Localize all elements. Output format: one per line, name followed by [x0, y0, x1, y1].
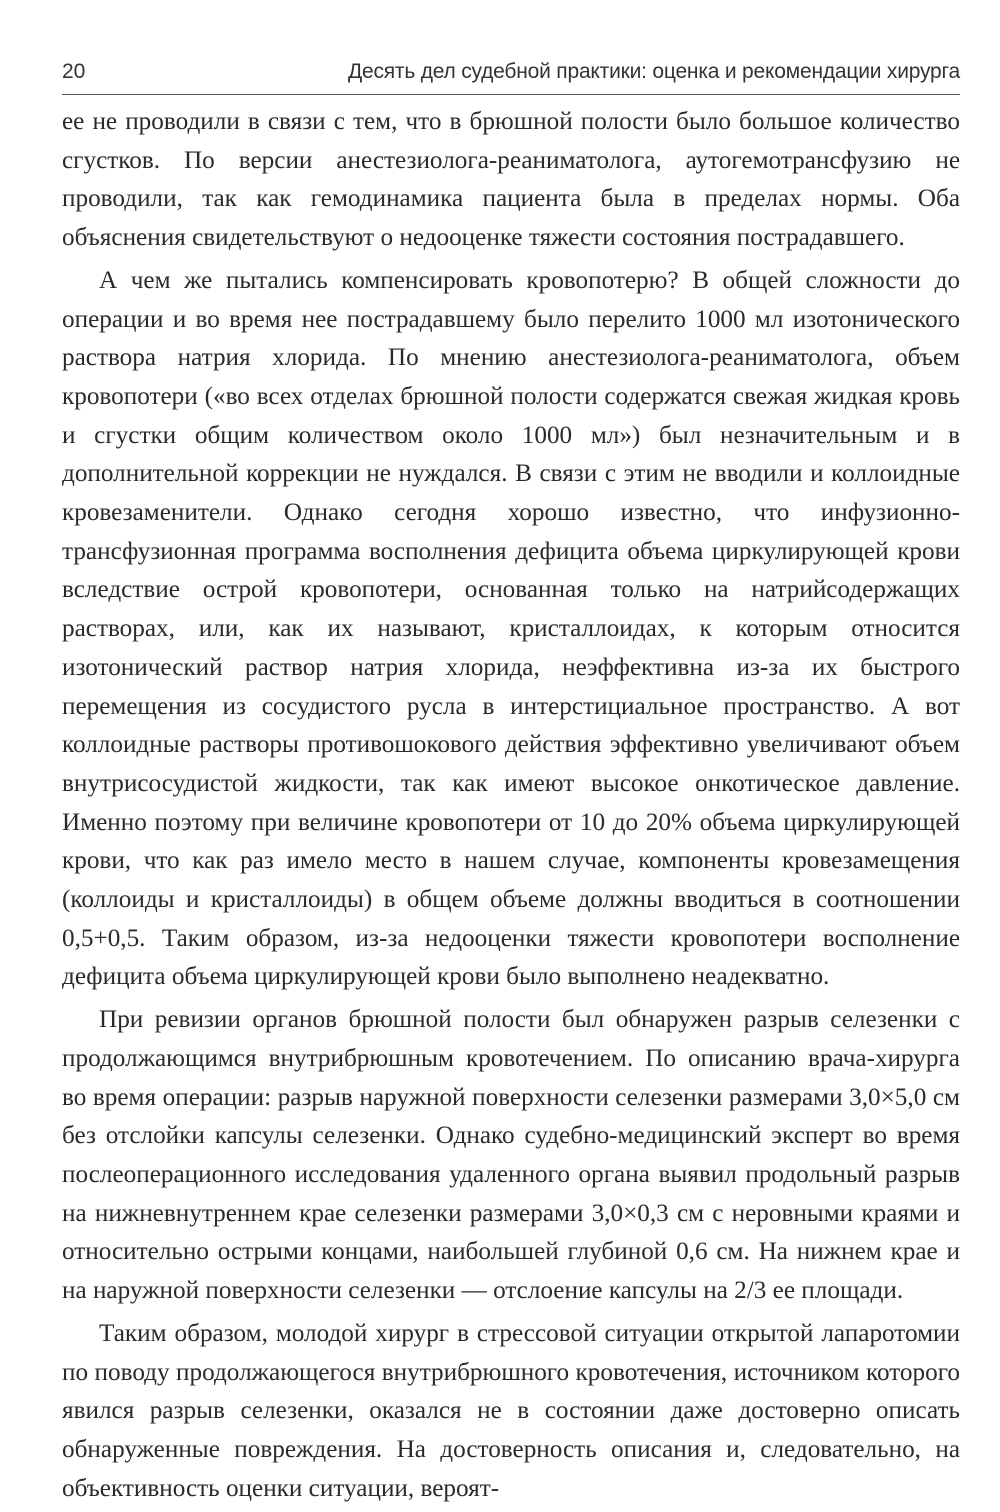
page-number: 20 — [62, 60, 86, 83]
paragraph-1: ее не проводили в связи с тем, что в брюшной полости было большое количество сгустков. По версии анестезиолога-реаниматолога, аутогемотрансфузию не проводили, так как гемодинамика пациента была в пределах нормы. Оба объяснения свидетельствуют о недооценке тяжести состояния пострадавшего. — [62, 108, 960, 252]
page-header — [62, 54, 960, 95]
body-text — [62, 103, 960, 1512]
paragraph-2: А чем же пытались компенсировать кровопотерю? В общей сложности до операции и во время нее пострадавшему было перелито 1000 мл изотонического раствора натрия хлорида. По мнению анестезиолога-реаниматолога, объем кровопотери («во всех отделах брюшной полости содержатся свежая жидкая кровь и сгустки общим количеством около 1000 мл») был незначительным и в дополнительной коррекции не нуждался. В связи с этим не вводили и коллоидные кровезаменители. Однако сегодня хорошо известно, что инфузионно-трансфузионная программа восполнения дефицита объема циркулирующей крови вследствие острой кровопотери, основанная только на натрийсодержащих растворах, или, как их называют, кристаллоидах, к которым относится изотонический раствор натрия хлорида, неэффективна из-за их быстрого перемещения из сосудистого русла в интерстициальное пространство. А вот коллоидные растворы противошокового действия эффективно увеличивают объем внутрисосудистой жидкости, так как имеют высокое онкотическое давление. Именно поэтому при величине кровопотери от 10 до 20% объема циркулирующей крови, что как раз имело место в нашем случае, компоненты кровезамещения (коллоиды и кристаллоиды) в общем объеме должны вводиться в соотношении 0,5+0,5. Таким образом, из-за недооценки тяжести кровопотери восполнение дефицита объема циркулирующей крови было выполнено неадекватно. — [62, 266, 960, 991]
paragraph-4: Таким образом, молодой хирург в стрессовой ситуации открытой лапаротомии по поводу продолжающегося внутрибрюшного кровотечения, источником которого явился разрыв селезенки, оказался не в состоянии даже достоверно описать обнаруженные повреждения. На достоверность описания и, следовательно, на объективность оценки ситуации, вероят- — [62, 1319, 960, 1502]
running-title: Десять дел судебной практики: оценка и рекомендации хирурга — [347, 60, 960, 83]
paragraph-3: При ревизии органов брюшной полости был обнаружен разрыв селезенки с продолжающимся внутрибрюшным кровотечением. По описанию врача-хирурга во время операции: разрыв наружной поверхности селезенки размерами 3,0×5,0 см без отслойки капсулы селезенки. Однако судебно-медицинский эксперт во время послеоперационного исследования удаленного органа выявил продольный разрыв на нижневнутреннем крае селезенки размерами 3,0×0,3 см с неровными краями и относительно острыми концами, наибольшей глубиной 0,6 см. На нижнем крае и на наружной поверхности селезенки — отслоение капсулы на 2/3 ее площади. — [62, 1006, 960, 1305]
